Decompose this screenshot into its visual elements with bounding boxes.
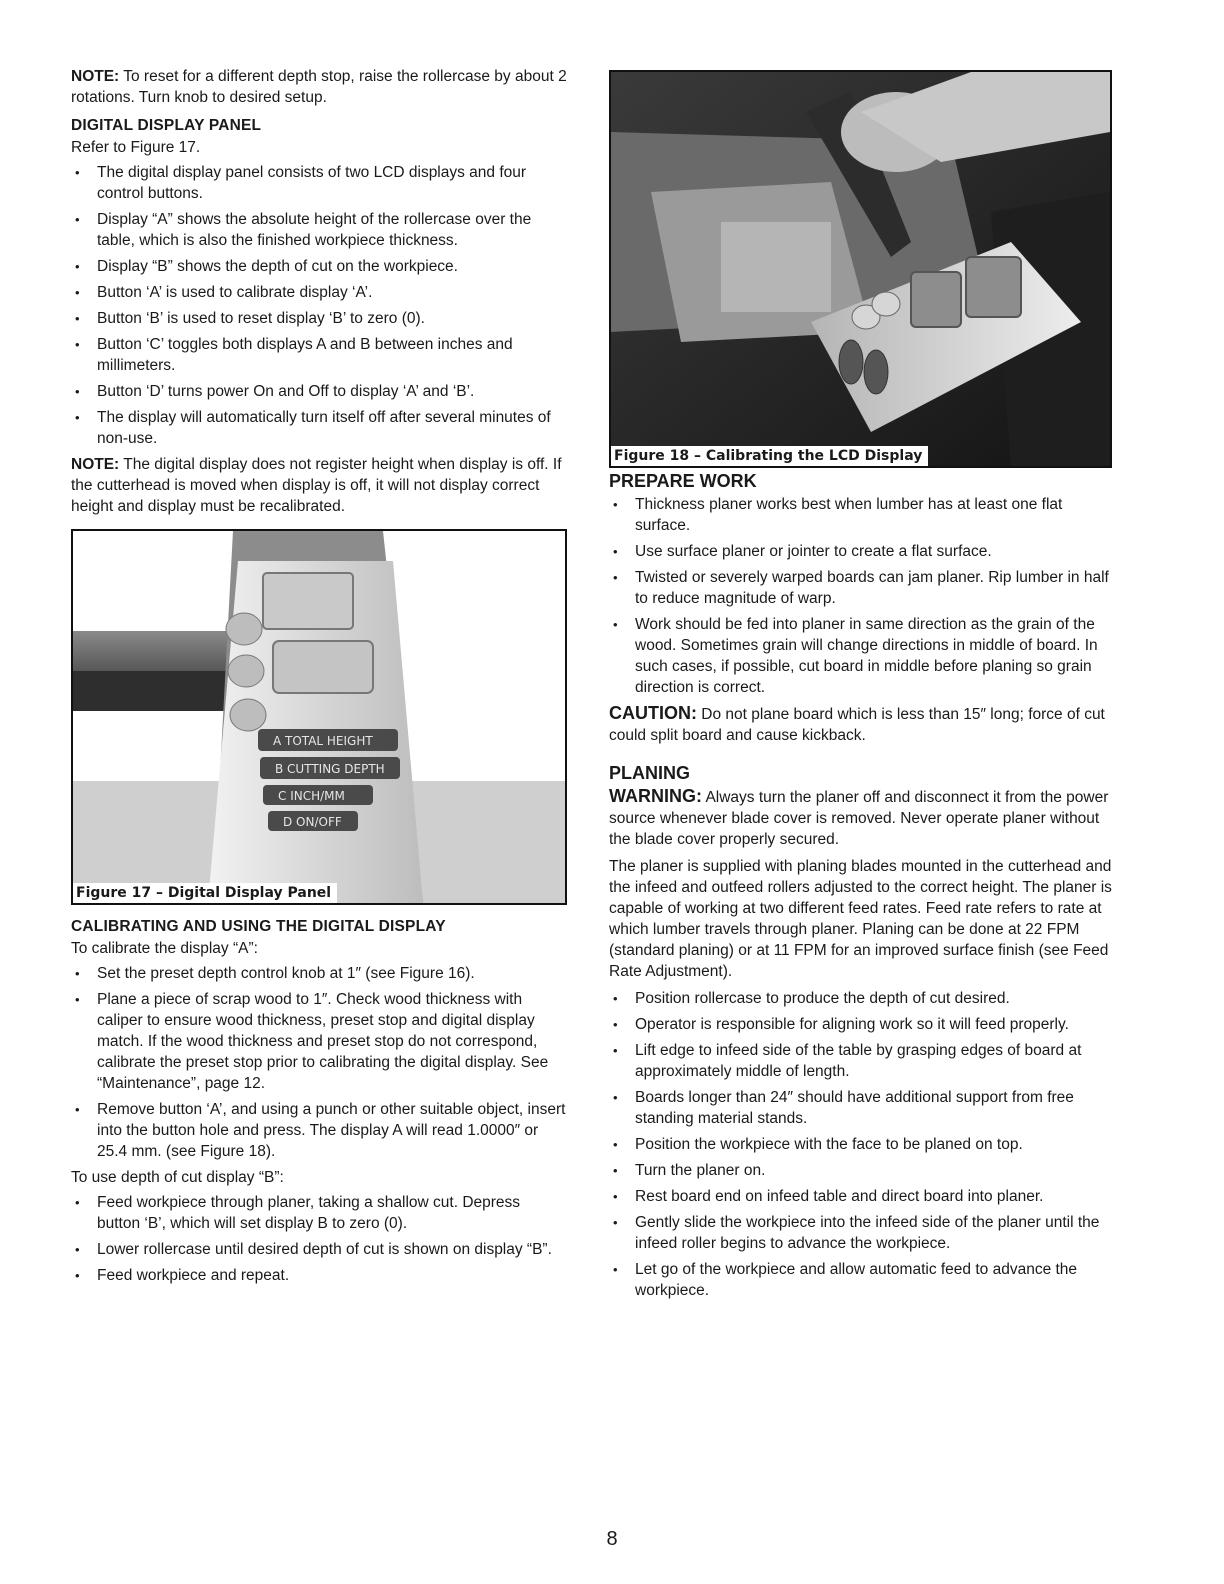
- note-reset: [71, 66, 567, 108]
- note-text: The digital display does not register height when display is off. If the cutterhead is moved when display is off, it will not display correct height and display must be recalibrated.: [71, 456, 562, 515]
- figure-17-label-c: C INCH/MM: [278, 789, 345, 803]
- list-item: • Display “B” shows the depth of cut on the workpiece.: [71, 256, 567, 277]
- calibrate-intro: To calibrate the display “A”:: [71, 940, 258, 957]
- list-item: • Twisted or severely warped boards can jam planer. Rip lumber in half to reduce magnitude of warp.: [609, 567, 1112, 609]
- list-item: • Button ‘A’ is used to calibrate display ‘A’.: [71, 282, 567, 303]
- list-item: • Lift edge to infeed side of the table by grasping edges of board at approximately middle of length.: [609, 1040, 1112, 1082]
- display-intro: Refer to Figure 17.: [71, 139, 201, 156]
- list-item: • Position rollercase to produce the depth of cut desired.: [609, 988, 1112, 1009]
- figure-17-photo: [73, 531, 565, 903]
- caution-text: Do not plane board which is less than 15″ long; force of cut could split board and cause kickback.: [609, 706, 1105, 744]
- list-item: • Gently slide the workpiece into the infeed side of the planer until the infeed roller begins to advance the workpiece.: [609, 1212, 1112, 1254]
- list-item: • Work should be fed into planer in same direction as the grain of the wood. Sometimes grain will change directions in middle of board. In such cases, if possible, cut board in middle before planing so grain direction is correct.: [609, 614, 1112, 698]
- list-item: • The display will automatically turn itself off after several minutes of non-use.: [71, 407, 567, 449]
- page-number: 8: [606, 1528, 618, 1550]
- left-column: [71, 66, 567, 1291]
- right-column: [609, 70, 1112, 1306]
- note-label: NOTE:: [71, 68, 120, 85]
- list-item: • Button ‘C’ toggles both displays A and B between inches and millimeters.: [71, 334, 567, 376]
- figure-17-label-a: A TOTAL HEIGHT: [273, 734, 373, 748]
- calibrating-heading: CALIBRATING AND USING THE DIGITAL DISPLAY: [71, 918, 446, 935]
- figure-17: [71, 529, 567, 905]
- list-item: • Boards longer than 24″ should have additional support from free standing material stands.: [609, 1087, 1112, 1129]
- list-item: • The digital display panel consists of two LCD displays and four control buttons.: [71, 162, 567, 204]
- list-item: • Use surface planer or jointer to create a flat surface.: [609, 541, 1112, 562]
- warning-paragraph: [609, 786, 1112, 850]
- planing-paragraph: The planer is supplied with planing blades mounted in the cutterhead and the infeed and outfeed rollers adjusted to the correct height. The planer is capable of working at two different feed rates. Feed rate refers to rate at which lumber travels through planer. Planing can be done at 22 FPM (standard planing) or at 11 FPM for an improved surface finish (see Feed Rate Adjustment).: [609, 858, 1112, 980]
- figure-17-label-b: B CUTTING DEPTH: [275, 762, 385, 776]
- list-item: • Feed workpiece and repeat.: [71, 1265, 567, 1286]
- warning-text: Always turn the planer off and disconnect it from the power source whenever blade cover is removed. Never operate planer without the blade cover properly secured.: [609, 789, 1109, 848]
- list-item: • Remove button ‘A’, and using a punch or other suitable object, insert into the button hole and press. The display A will read 1.0000″ or 25.4 mm. (see Figure 18).: [71, 1099, 567, 1162]
- figure-17-label-d: D ON/OFF: [283, 815, 342, 829]
- figure-18-caption: Figure 18 – Calibrating the LCD Display: [611, 446, 928, 466]
- list-item: • Thickness planer works best when lumber has at least one flat surface.: [609, 494, 1112, 536]
- list-item: • Let go of the workpiece and allow automatic feed to advance the workpiece.: [609, 1259, 1112, 1301]
- digital-display-heading: DIGITAL DISPLAY PANEL: [71, 117, 262, 134]
- list-item: • Position the workpiece with the face to be planed on top.: [609, 1134, 1112, 1155]
- list-item: • Button ‘D’ turns power On and Off to display ‘A’ and ‘B’.: [71, 381, 567, 402]
- list-item: • Display “A” shows the absolute height of the rollercase over the table, which is also the finished workpiece thickness.: [71, 209, 567, 251]
- prepare-work-heading: PREPARE WORK: [609, 471, 757, 491]
- caution-paragraph: [609, 703, 1112, 746]
- display-bullet-list: [71, 162, 567, 449]
- note-display-off: [71, 454, 567, 517]
- calibrate-bullet-list: [71, 963, 567, 1162]
- list-item: • Feed workpiece through planer, taking a shallow cut. Depress button ‘B’, which will set display B to zero (0).: [71, 1192, 567, 1234]
- warning-label: WARNING:: [609, 786, 702, 806]
- planing-bullet-list: [609, 988, 1112, 1301]
- figure-18: [609, 70, 1112, 468]
- list-item: • Lower rollercase until desired depth of cut is shown on display “B”.: [71, 1239, 567, 1260]
- list-item: • Operator is responsible for aligning work so it will feed properly.: [609, 1014, 1112, 1035]
- prepare-bullet-list: [609, 494, 1112, 698]
- list-item: • Turn the planer on.: [609, 1160, 1112, 1181]
- depth-intro: To use depth of cut display “B”:: [71, 1169, 284, 1186]
- list-item: • Set the preset depth control knob at 1″ (see Figure 16).: [71, 963, 567, 984]
- figure-17-caption: Figure 17 – Digital Display Panel: [73, 883, 337, 903]
- caution-label: CAUTION:: [609, 703, 697, 723]
- depth-bullet-list: [71, 1192, 567, 1286]
- planing-heading: PLANING: [609, 763, 690, 783]
- note-label: NOTE:: [71, 456, 120, 473]
- note-text: To reset for a different depth stop, raise the rollercase by about 2 rotations. Turn knob to desired setup.: [71, 68, 567, 106]
- list-item: • Rest board end on infeed table and direct board into planer.: [609, 1186, 1112, 1207]
- list-item: • Plane a piece of scrap wood to 1″. Check wood thickness with caliper to ensure wood thickness, preset stop and digital display match. If the wood thickness and preset stop do not correspond, calibrate the preset stop prior to calibrating the digital display. See “Maintenance”, page 12.: [71, 989, 567, 1094]
- figure-18-photo: [611, 72, 1110, 466]
- list-item: • Button ‘B’ is used to reset display ‘B’ to zero (0).: [71, 308, 567, 329]
